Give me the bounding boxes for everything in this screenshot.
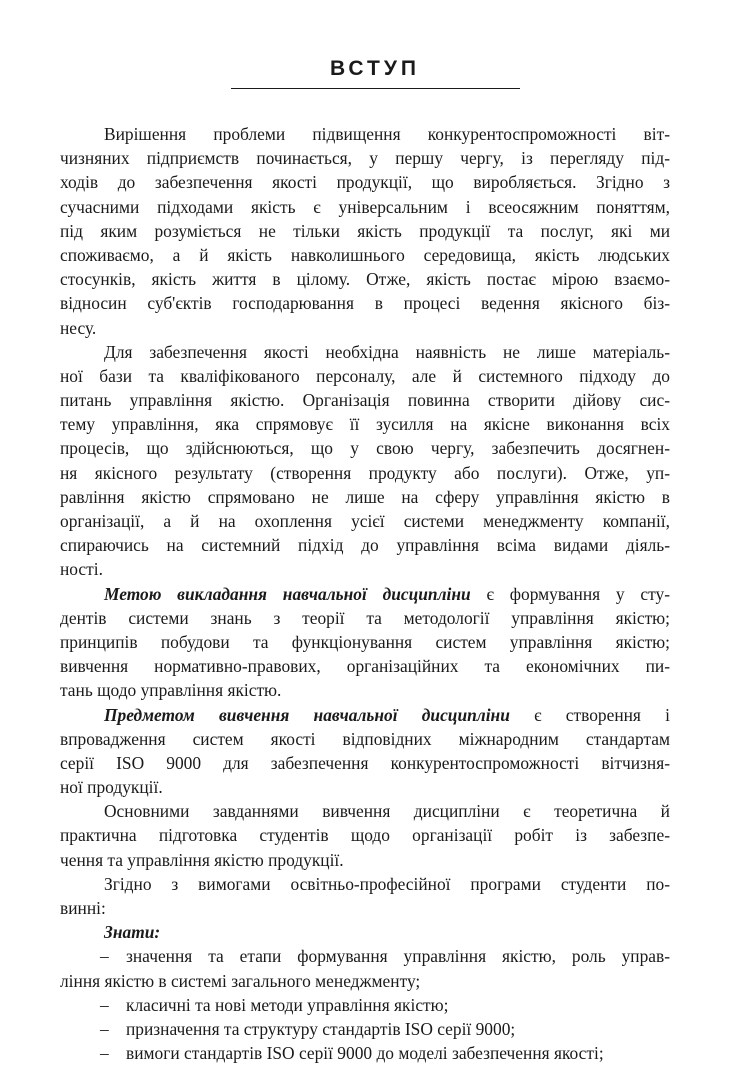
text-line: організації, а й на охоплення усієї системи менеджменту компанії, xyxy=(60,511,670,531)
emphasis-text: Предметом вивчення навчальної дисципліни xyxy=(104,704,510,725)
text-line: ходів до забезпечення якості продукції, що виробляється. Згідно з xyxy=(60,172,670,193)
text-line: сучасними підходами якість є універсальним і всеосяжним поняттям, xyxy=(60,196,670,217)
paragraph-5 xyxy=(60,799,670,872)
text-line: равління якістю спрямовано не лише на сферу управління якістю в xyxy=(60,486,670,507)
text-line: вивчення нормативно-правових, організаційних та економічних пи- xyxy=(60,656,670,677)
text-line: серії ISO 9000 для забезпечення конкурентоспроможності вітчизня- xyxy=(60,752,670,773)
text-line: несу. xyxy=(60,317,97,338)
list-item-text: значення та етапи формування управління якістю, роль управ- xyxy=(126,946,670,967)
text-line: Вирішення проблеми підвищення конкурентоспроможності віт- xyxy=(104,124,670,144)
list-item xyxy=(100,944,670,968)
emphasis-text: Метою викладання навчальної дисципліни xyxy=(104,583,471,604)
paragraph-6 xyxy=(60,872,670,920)
know-heading: Знати: xyxy=(104,922,161,943)
text-line: тему управління, яка спрямовує її зусилля на якісне виконання всіх xyxy=(60,414,670,435)
text-line: ної продукції. xyxy=(60,777,163,798)
title-underline xyxy=(231,88,520,89)
text-fragment: є створення і xyxy=(509,704,670,725)
list-item-text: класичні та нові методи управління якістю; xyxy=(126,994,449,1015)
text-line: впровадження систем якості відповідних міжнародним стандартам xyxy=(60,728,670,749)
paragraph-3 xyxy=(60,582,670,703)
dash-bullet: – xyxy=(100,994,109,1015)
text-line: чизняних підприємств починається, у першу чергу, із перегляду під- xyxy=(60,148,670,169)
page-title: ВСТУП xyxy=(330,57,420,80)
text-line: Для забезпечення якості необхідна наявність не лише матеріаль- xyxy=(104,341,670,362)
list-item-text: призначення та структуру стандартів ISO серії 9000; xyxy=(126,1018,516,1039)
text-line: практична підготовка студентів щодо організації робіт із забезпе- xyxy=(60,825,670,846)
text-line: чення та управління якістю продукції. xyxy=(60,849,344,870)
know-section xyxy=(104,920,670,944)
dash-bullet: – xyxy=(100,946,109,967)
text-line: питань управління якістю. Організація повинна створити дійову сис- xyxy=(60,390,670,411)
text-line: ності. xyxy=(60,559,103,580)
text-line: відносин суб'єктів господарювання в процесі ведення якісного біз- xyxy=(60,293,670,314)
paragraph-1 xyxy=(60,122,670,340)
text-line: ної бази та кваліфікованого персоналу, але й системного підходу до xyxy=(60,365,670,386)
text-line: під яким розуміється не тільки якість продукції та послуг, які ми xyxy=(60,220,670,241)
text-fragment: є формування у сту- xyxy=(470,583,670,604)
document-body xyxy=(60,122,670,1065)
text-line: процесів, що здійснюються, що у свою чергу, забезпечить досягнен- xyxy=(60,438,670,459)
text-line: стосунків, якість життя в цілому. Отже, якість постає мірою взаємо- xyxy=(60,269,670,290)
text-line: тань щодо управління якістю. xyxy=(60,680,282,701)
text-line xyxy=(104,582,670,606)
text-line: принципів побудови та функціонування систем управління якістю; xyxy=(60,631,670,652)
know-list xyxy=(60,944,670,1065)
text-line: ня якісного результату (створення продукту або послуги). Отже, уп- xyxy=(60,462,670,483)
list-item xyxy=(100,1017,670,1041)
list-item-continuation: ління якістю в системі загального менеджменту; xyxy=(60,970,421,991)
text-line: споживаємо, а й якість навколишнього середовища, якість людських xyxy=(60,244,670,265)
text-line: дентів системи знань з теорії та методології управління якістю; xyxy=(60,607,670,628)
dash-bullet: – xyxy=(100,1018,109,1039)
list-item xyxy=(100,993,670,1017)
text-line xyxy=(104,703,670,727)
paragraph-4 xyxy=(60,703,670,800)
list-item xyxy=(100,1041,670,1065)
text-line: Згідно з вимогами освітньо-професійної програми студенти по- xyxy=(104,873,670,894)
list-item-text: вимоги стандартів ISO серії 9000 до моделі забезпечення якості; xyxy=(126,1043,604,1064)
text-line: винні: xyxy=(60,898,106,918)
text-line: спираючись на системний підхід до управління всіма видами діяль- xyxy=(60,535,670,556)
dash-bullet: – xyxy=(100,1043,109,1064)
text-line: Основними завданнями вивчення дисципліни є теоретична й xyxy=(104,801,670,822)
paragraph-2 xyxy=(60,340,670,582)
